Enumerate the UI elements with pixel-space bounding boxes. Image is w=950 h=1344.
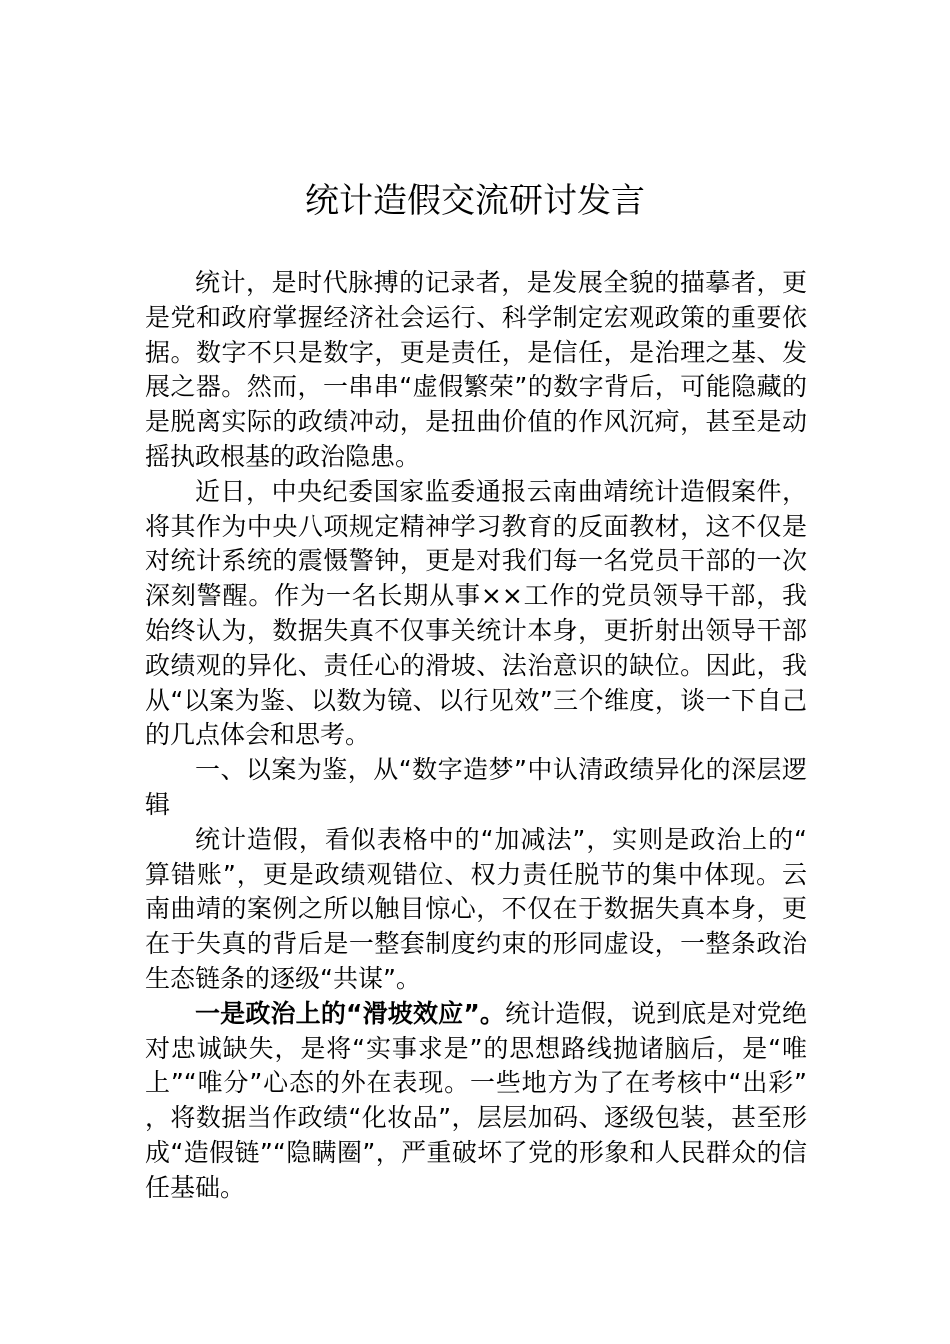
point-one-lead: 一是政治上的“滑坡效应”。: [195, 998, 506, 1028]
point-one-text: 统计造假，说到底是对党绝对忠诚缺失，是将“实事求是”的思想路线抛诸脑后，是“唯上”“唯分”心态的外在表现。一些地方为了在考核中“出彩”，将数据当作政绩“化妆品”，层层加码、逐级包装，甚至形成“造假链”“隐瞒圈”，严重破坏了党的形象和人民群众的信任基础。: [145, 998, 807, 1202]
paragraph-intro: 统计，是时代脉搏的记录者，是发展全貌的描摹者，更是党和政府掌握经济社会运行、科学制定宏观政策的重要依据。数字不只是数字，更是责任，是信任，是治理之基、发展之器。然而，一串串“虚假繁荣”的数字背后，可能隐藏的是脱离实际的政绩冲动，是扭曲价值的作风沉疴，甚至是动摇执政根基的政治隐患。: [145, 268, 807, 471]
section-heading-one: 一、以案为鉴，从“数字造梦”中认清政绩异化的深层逻辑: [145, 755, 807, 819]
paragraph-case-notice: 近日，中央纪委国家监委通报云南曲靖统计造假案件，将其作为中央八项规定精神学习教育的反面教材，这不仅是对统计系统的震慑警钟，更是对我们每一名党员干部的一次深刻警醒。作为一名长期从事××工作的党员领导干部，我始终认为，数据失真不仅事关统计本身，更折射出领导干部政绩观的异化、责任心的滑坡、法治意识的缺位。因此，我从“以案为鉴、以数为镜、以行见效”三个维度，谈一下自己的几点体会和思考。: [145, 476, 807, 750]
document-body: [145, 266, 807, 1206]
paragraph-section-one: 统计造假，看似表格中的“加减法”，实则是政治上的“算错账”，更是政绩观错位、权力责任脱节的集中体现。云南曲靖的案例之所以触目惊心，不仅在于数据失真本身，更在于失真的背后是一整套制度约束的形同虚设，一整条政治生态链条的逐级“共谋”。: [145, 824, 807, 993]
document-title: 统计造假交流研讨发言: [305, 181, 645, 221]
paragraph-point-one: [145, 997, 807, 1206]
